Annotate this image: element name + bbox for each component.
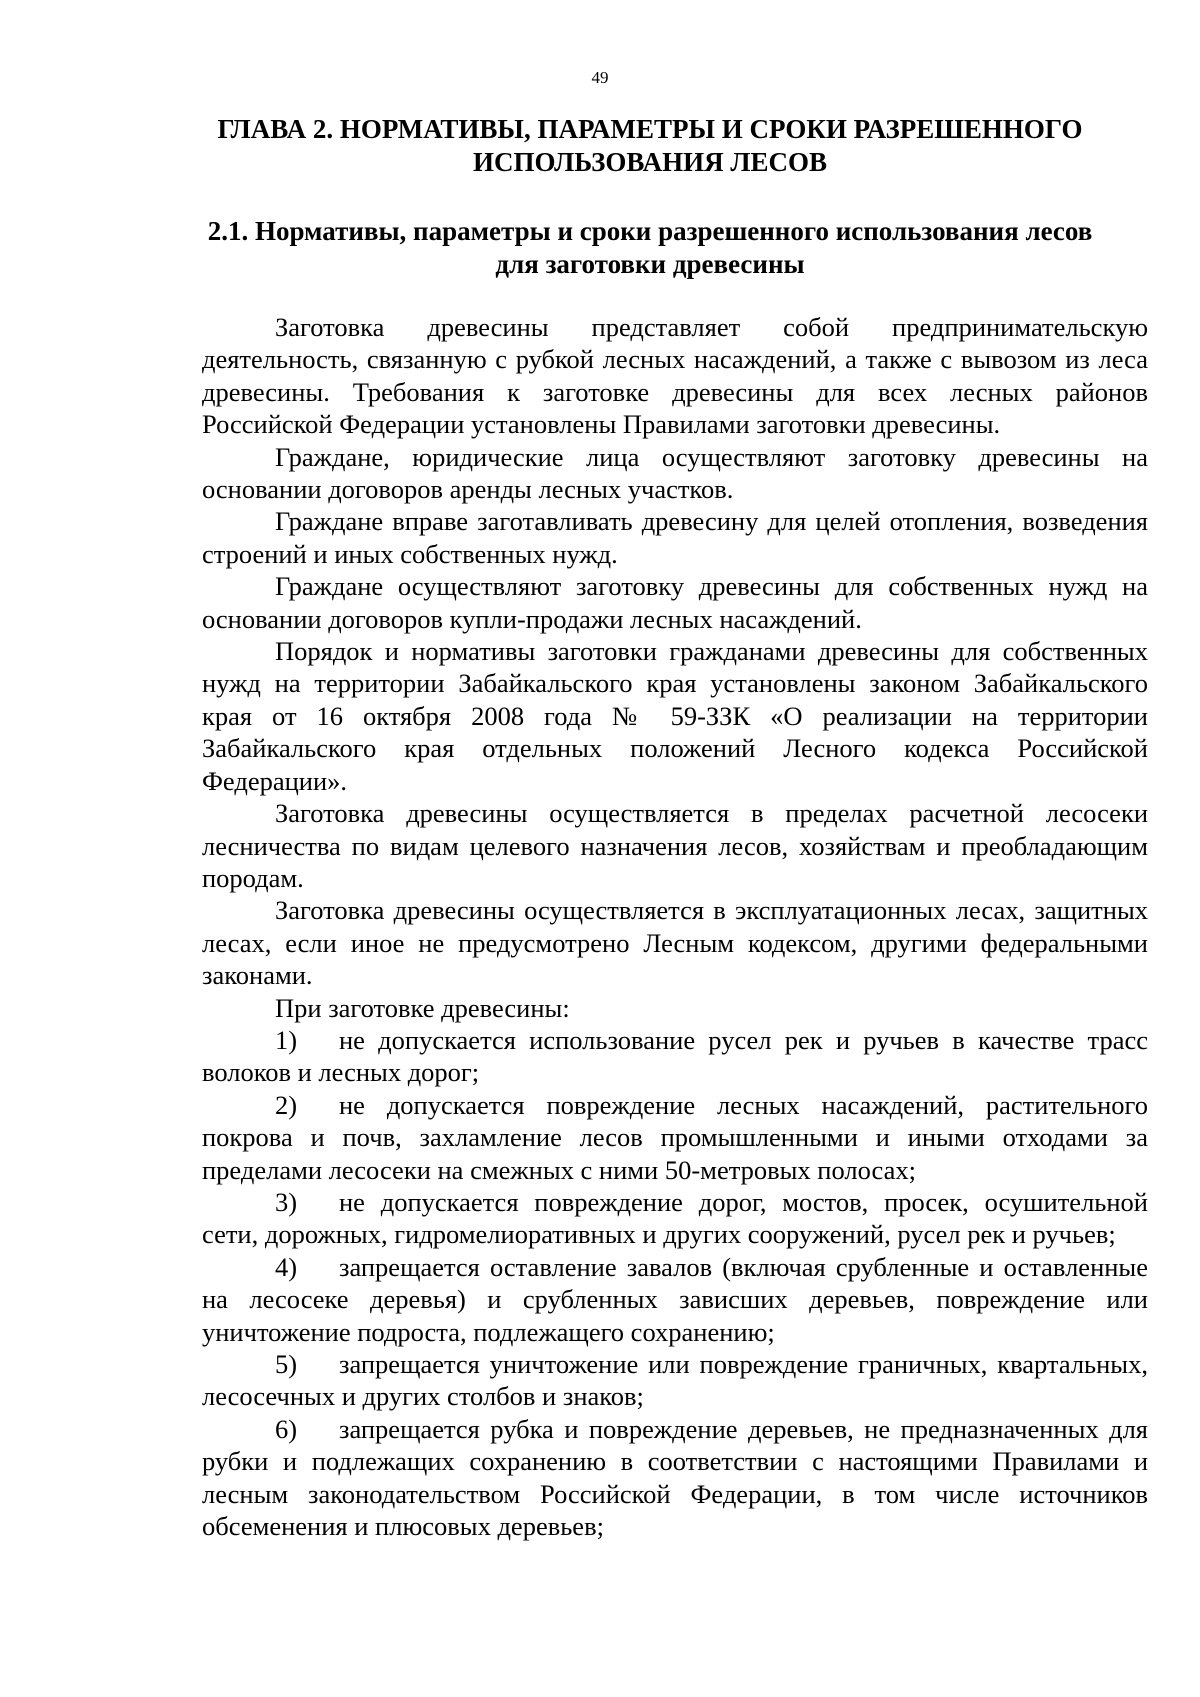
list-item-number: 4)	[275, 1251, 298, 1282]
list-item	[202, 1186, 1148, 1251]
list-item-text: не допускается повреждение дорог, мостов, просек, осушительной сети, дорожных, гидромелиоративных и других сооружений, русел рек и ручьев;	[202, 1186, 1148, 1250]
body-text	[202, 311, 1148, 1542]
list-item-text: не допускается повреждение лесных насаждений, растительного покрова и почв, захламление лесов промышленными и иными отходами за пределами лесосеки на смежных с ними 50-метровых полосах;	[202, 1089, 1148, 1185]
page-number: 49	[591, 68, 609, 87]
list-item-number: 3)	[275, 1186, 298, 1217]
paragraph: Заготовка древесины осуществляется в эксплуатационных лесах, защитных лесах, если иное не предусмотрено Лесным кодексом, другими федеральными законами.	[202, 895, 1148, 991]
paragraph: Порядок и нормативы заготовки гражданами древесины для собственных нужд на территории Забайкальского края установлены законом Забайкальского края от 16 октября 2008 года № 59-ЗЗК «О реализации на территории Забайкальского края отдельных положений Лесного кодекса Российской Федерации».	[202, 636, 1148, 796]
list-item-text: запрещается уничтожение или повреждение граничных, квартальных, лесосечных и других столбов и знаков;	[202, 1349, 1148, 1412]
paragraph: Заготовка древесины представляет собой предпринимательскую деятельность, связанную с рубкой лесных насаждений, а также с вывозом из леса древесины. Требования к заготовке древесины для всех лесных районов Российской Федерации установлены Правилами заготовки древесины.	[202, 312, 1148, 440]
list-item	[202, 1024, 1148, 1089]
paragraph: Заготовка древесины осуществляется в пределах расчетной лесосеки лесничества по видам целевого назначения лесов, хозяйствам и преобладающим породам.	[202, 798, 1148, 893]
list-item-number: 6)	[275, 1413, 298, 1444]
list-item-number: 5)	[275, 1349, 298, 1379]
section-title: 2.1. Нормативы, параметры и сроки разрешенного использования лесов для заготовки древесины	[207, 216, 1093, 279]
chapter-title: ГЛАВА 2. НОРМАТИВЫ, ПАРАМЕТРЫ И СРОКИ РАЗРЕШЕННОГО ИСПОЛЬЗОВАНИЯ ЛЕСОВ	[217, 114, 1083, 177]
list-item-text: запрещается рубка и повреждение деревьев, не предназначенных для рубки и подлежащих сохранению в соответствии с настоящими Правилами и лесным законодательством Российской Федерации, в том числе источников обсеменения и плюсовых деревьев;	[202, 1413, 1148, 1542]
list-item-number: 2)	[275, 1089, 298, 1120]
paragraph: При заготовке древесины:	[275, 992, 570, 1023]
list-item	[202, 1348, 1148, 1413]
list-item	[202, 1089, 1148, 1186]
paragraph: Граждане, юридические лица осуществляют заготовку древесины на основании договоров аренды лесных участков.	[202, 441, 1148, 505]
list-item	[202, 1413, 1148, 1543]
list-item-text: не допускается использование русел рек и ручьев в качестве трасс волоков и лесных дорог;	[202, 1024, 1148, 1088]
list-item-number: 1)	[275, 1024, 298, 1055]
list-item-text: запрещается оставление завалов (включая срубленные и оставленные на лесосеке деревья) и срубленных зависших деревьев, повреждение или уничтожение подроста, подлежащего сохранению;	[202, 1251, 1148, 1347]
list-item	[202, 1251, 1148, 1348]
paragraph: Граждане осуществляют заготовку древесины для собственных нужд на основании договоров купли-продажи лесных насаждений.	[202, 571, 1148, 634]
paragraph: Граждане вправе заготавливать древесину для целей отопления, возведения строений и иных собственных нужд.	[202, 506, 1148, 569]
